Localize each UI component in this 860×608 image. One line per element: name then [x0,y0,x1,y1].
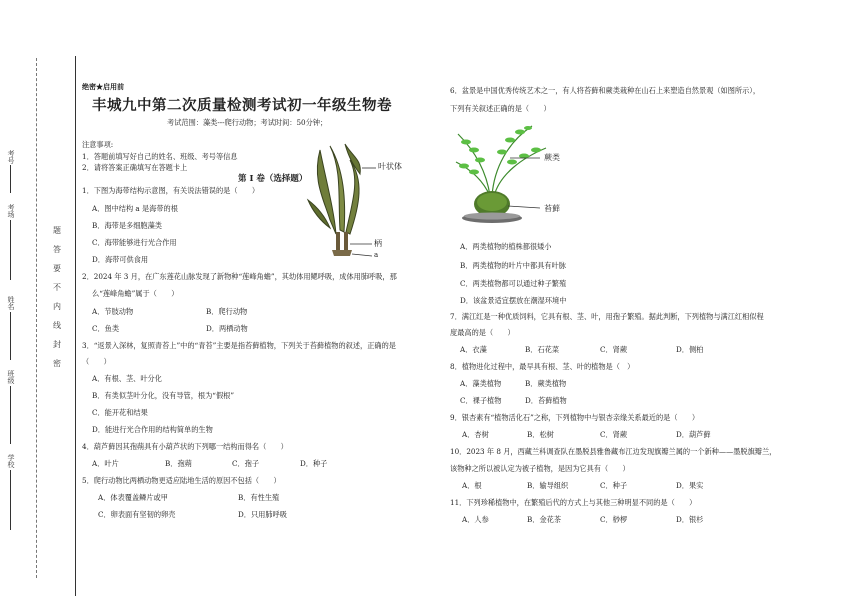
option[interactable]: A．人参 [462,515,489,524]
option[interactable]: B．爬行动物 [206,307,248,316]
warning-char: 内 [53,302,61,311]
bonsai-figure [452,118,582,228]
section-heading: 第 I 卷（选择题） [238,174,308,184]
warning-char: 封 [53,340,61,349]
option[interactable]: D．侧柏 [676,345,704,354]
question-stem: 1．下图为海带结构示意图，有关说法错误的是（ ） [82,186,260,195]
option[interactable]: A．两类植物的植株都很矮小 [460,242,552,251]
option[interactable]: B．两类植物的叶片中都具有叶脉 [460,261,566,270]
option[interactable]: C．两类植物都可以通过种子繁殖 [460,279,567,288]
option[interactable]: A．体表覆盖鳞片或甲 [98,493,168,502]
option[interactable]: A．节肢动物 [92,307,134,316]
option[interactable]: D．只用肺呼吸 [238,510,287,519]
question-stem-cont: 该物种之所以被认定为被子植物，是因为它具有（ ） [450,464,630,473]
option[interactable]: C．鱼类 [92,324,120,333]
notice-title: 注意事项: [82,140,114,149]
label-exam-room: 考场 [7,204,15,218]
option[interactable]: A．杏树 [462,430,489,439]
warning-char: 不 [53,283,61,292]
question-stem: 5．爬行动物比两栖动物更适应陆地生活的原因不包括（ ） [82,476,281,485]
question-stem: 11．下列珍稀植物中，在繁殖后代的方式上与其他三种明显不同的是（ ） [450,498,697,507]
question-stem: 6．盆景是中国优秀传统艺术之一，有人将苔藓和蕨类栽种在山石上来塑造自然景观（如图所示）， [450,86,761,95]
option[interactable]: C．卵表面有坚韧的卵壳 [98,510,176,519]
option[interactable]: A．有根、茎、叶分化 [92,374,162,383]
exam-scope: 考试范围：藻类---爬行动物；考试时间：50分钟； [167,118,328,127]
option[interactable]: B．蕨类植物 [525,379,567,388]
option[interactable]: A．叶片 [92,459,119,468]
label-name: 姓名 [7,296,15,310]
option[interactable]: B．石花菜 [525,345,560,354]
label-fern: 蕨类 [544,153,560,162]
option[interactable]: A．图中结构 a 是海带的根 [92,204,178,213]
field-exam-room[interactable] [10,220,11,280]
option[interactable]: D．两栖动物 [206,324,248,333]
option[interactable]: B．有性生殖 [238,493,280,502]
option[interactable]: B．孢蒴 [165,459,192,468]
question-stem: 8．植物进化过程中，最早具有根、茎、叶的植物是（ ） [450,362,635,371]
label-school: 学校 [7,454,15,468]
secret-mark: 绝密★启用前 [82,82,124,91]
option[interactable]: C．能开花和结果 [92,408,148,417]
notice-item: 2．请将答案正确填写在答题卡上 [82,163,188,172]
notice-item: 1．答题前填写好自己的姓名、班级、考号等信息 [82,152,238,161]
warning-char: 线 [53,321,61,330]
question-stem: 2．2024 年 3 月，在广东莲花山脉发现了新物种“莲峰角蟾”，其幼体用鳃呼吸，成体用肺呼吸，那 [82,272,397,281]
field-school[interactable] [10,470,11,530]
field-class[interactable] [10,386,11,444]
warning-char: 答 [53,245,61,254]
question-stem: 10．2023 年 8 月，西藏兰科调查队在墨脱县雅鲁藏布江边发现旗瓣兰属的一个新种——墨脱旗瓣兰， [450,447,777,456]
option[interactable]: D．该盆景适宜摆放在潮湿环境中 [460,296,567,305]
option[interactable]: C．桫椤 [600,515,628,524]
option[interactable]: C．孢子 [232,459,260,468]
question-stem-cont: 么“莲峰角蟾”属于（ ） [92,289,179,298]
cut-line [36,58,37,578]
question-stem: 3．“返景入深林，复照青苔上”中的“青苔”主要是指苔藓植物，下列关于苔藓植物的叙述，正确的是 [82,341,396,350]
kelp-figure [290,140,430,262]
label-exam-number: 考号 [7,150,15,164]
question-stem-cont: 度最高的是（ ） [450,328,515,337]
option[interactable]: B．输导组织 [527,481,569,490]
question-stem: 9．银杏素有“植物活化石”之称，下列植物中与银杏亲缘关系最近的是（ ） [450,413,700,422]
option[interactable]: C．种子 [600,481,628,490]
page-title: 丰城九中第二次质量检测考试初一年级生物卷 [92,97,392,114]
option[interactable]: D．种子 [300,459,328,468]
margin-divider [75,56,76,596]
field-name[interactable] [10,312,11,360]
question-stem-cont: （ ） [82,357,111,366]
label-stipe: 柄 [374,239,382,248]
option[interactable]: D．能进行光合作用的结构简单的生物 [92,425,213,434]
warning-char: 题 [53,226,61,235]
option[interactable]: D．苔藓植物 [525,396,567,405]
option[interactable]: A．藻类植物 [460,379,502,388]
label-moss: 苔藓 [544,204,560,213]
option[interactable]: C．裸子植物 [460,396,502,405]
label-thallus: 叶状体 [378,162,402,171]
option[interactable]: D．葫芦藓 [676,430,711,439]
warning-char: 要 [53,264,61,273]
option[interactable]: C．肾蕨 [600,430,628,439]
option[interactable]: A．根 [462,481,482,490]
option[interactable]: B．有类似茎叶分化，没有导管，根为“假根” [92,391,235,400]
label-class: 班级 [7,370,15,384]
option[interactable]: D．果实 [676,481,704,490]
option[interactable]: A．衣藻 [460,345,487,354]
option[interactable]: C．肾蕨 [600,345,628,354]
option[interactable]: D．银杉 [676,515,704,524]
option[interactable]: B．松树 [527,430,554,439]
question-stem: 4．葫芦藓因其孢蒴具有小葫芦状的下列哪一结构而得名（ ） [82,442,288,451]
binding-margin [0,0,75,608]
option[interactable]: B．金花茶 [527,515,562,524]
field-exam-number[interactable] [10,165,11,193]
option[interactable]: D．海带可供食用 [92,255,149,264]
option[interactable]: B．海带是多细胞藻类 [92,221,162,230]
warning-char: 密 [53,359,61,368]
question-stem: 7．满江红是一种优质饲料，它具有根、茎、叶，用孢子繁殖。据此判断，下列植物与满江红相似程 [450,312,764,321]
label-a: a [374,251,379,259]
question-stem-cont: 下列有关叙述正确的是（ ） [450,104,551,113]
option[interactable]: C．海带能够进行光合作用 [92,238,177,247]
